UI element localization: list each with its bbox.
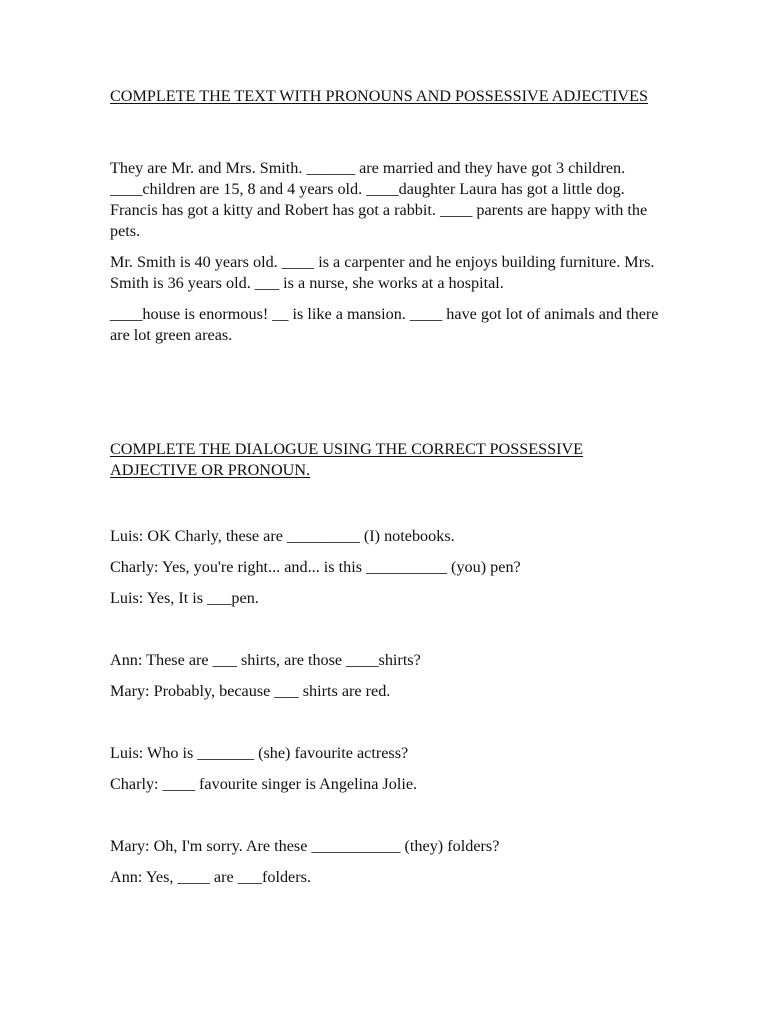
dialogue-line: Luis: Who is _______ (she) favourite actress? <box>110 744 409 762</box>
section-dialogue <box>110 439 670 898</box>
paragraph-smith-family: They are Mr. and Mrs. Smith. ______ are married and they have got 3 children. ____children are 15, 8 and 4 years old. ____daughter Laura has got a little dog. Francis has got a kitty and Robert has got a rabbit. ____ parents are happy with the pets. <box>110 159 648 240</box>
section-heading-dialogue: COMPLETE THE DIALOGUE USING THE CORRECT POSSESSIVE ADJECTIVE OR PRONOUN. <box>110 440 584 479</box>
dialogue-line: Ann: These are ___ shirts, are those ____shirts? <box>110 651 421 669</box>
section-pronouns-body <box>110 158 670 346</box>
dialogue-group <box>110 743 670 805</box>
dialogue-line: Charly: Yes, you're right... and... is this __________ (you) pen? <box>110 558 521 576</box>
dialogue-line: Mary: Probably, because ___ shirts are red. <box>110 682 391 700</box>
paragraph-smith-jobs: Mr. Smith is 40 years old. ____ is a carpenter and he enjoys building furniture. Mrs. Smith is 36 years old. ___ is a nurse, she works at a hospital. <box>110 253 655 292</box>
worksheet-page <box>110 86 670 929</box>
section-pronouns <box>110 86 670 346</box>
dialogue-line: Luis: OK Charly, these are _________ (I) notebooks. <box>110 527 455 545</box>
dialogue-line: Ann: Yes, ____ are ___folders. <box>110 868 311 886</box>
paragraph-smith-house: ____house is enormous! __ is like a mansion. ____ have got lot of animals and there are lot green areas. <box>110 305 659 344</box>
dialogue-group <box>110 526 670 619</box>
dialogue-line: Charly: ____ favourite singer is Angelina Jolie. <box>110 775 418 793</box>
dialogue-body <box>110 526 670 898</box>
dialogue-group <box>110 836 670 898</box>
dialogue-group <box>110 650 670 712</box>
dialogue-line: Luis: Yes, It is ___pen. <box>110 589 259 607</box>
dialogue-line: Mary: Oh, I'm sorry. Are these ___________ (they) folders? <box>110 837 500 855</box>
section-heading-pronouns: COMPLETE THE TEXT WITH PRONOUNS AND POSSESSIVE ADJECTIVES <box>110 87 648 105</box>
